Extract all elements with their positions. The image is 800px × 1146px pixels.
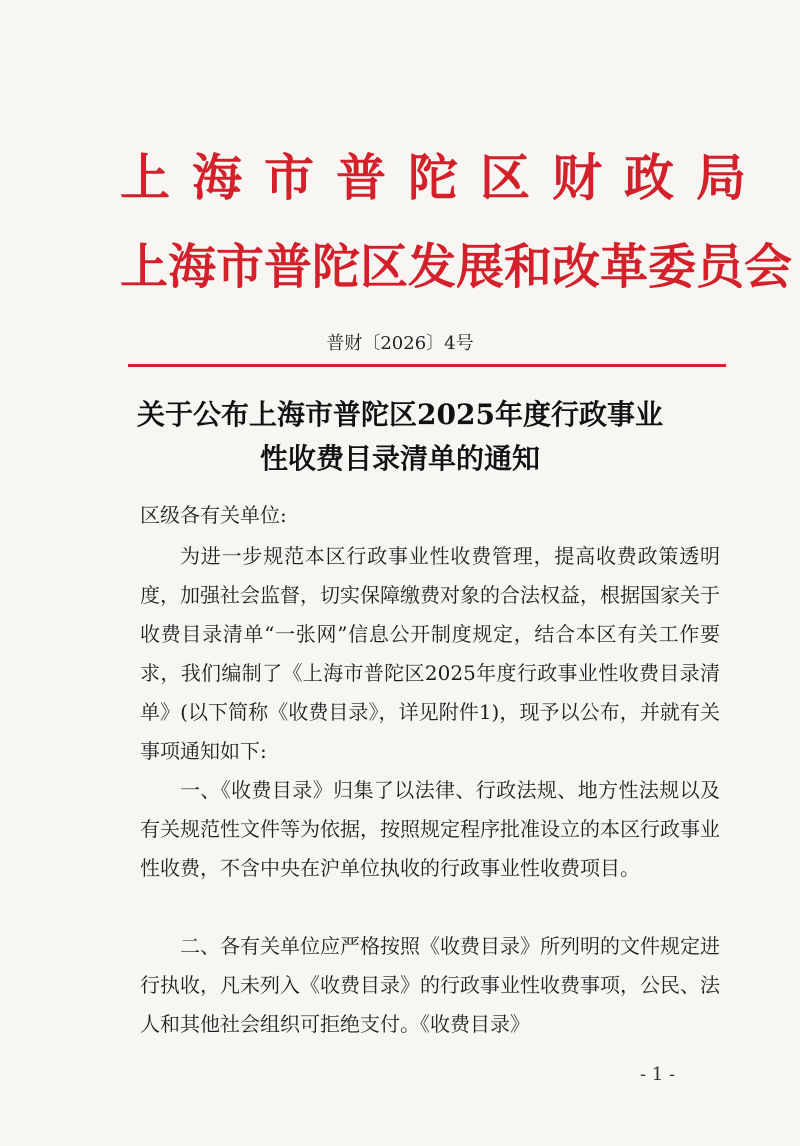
page-number: - 1 -: [640, 1064, 676, 1085]
body-paragraph-intro: 为进一步规范本区行政事业性收费管理，提高收费政策透明度，加强社会监督，切实保障缴费对象的合法权益，根据国家关于收费目录清单“一张网”信息公开制度规定，结合本区有关工作要求，我们编制了《上海市普陀区2025年度行政事业性收费目录清单》(以下简称《收费目录》，详见附件1)，现予以公布，并就有关事项通知如下:: [140, 544, 720, 763]
body-paragraph-item-2: 二、各有关单位应严格按照《收费目录》所列明的文件规定进行执收，凡未列入《收费目录》的行政事业性收费事项，公民、法人和其他社会组织可拒绝支付。《收费目录》: [140, 934, 720, 1036]
body-paragraph-item-1: 一、《收费目录》归集了以法律、行政法规、地方性法规以及有关规范性文件等为依据，按照规定程序批准设立的本区行政事业性收费，不含中央在沪单位执收的行政事业性收费项目。: [140, 778, 720, 880]
salutation: 区级各有关单位:: [140, 503, 287, 527]
document-number: 普财〔2026〕4号: [326, 333, 474, 354]
issuer-finance-bureau: 上海市普陀区财政局: [120, 148, 768, 207]
document-title-line-2: 性收费目录清单的通知: [259, 442, 540, 475]
issuer-development-reform-commission: 上海市普陀区发展和改革委员会: [120, 239, 793, 295]
red-header-rule: [128, 364, 726, 367]
document-title-line-1: 关于公布上海市普陀区2025年度行政事业: [137, 398, 663, 431]
